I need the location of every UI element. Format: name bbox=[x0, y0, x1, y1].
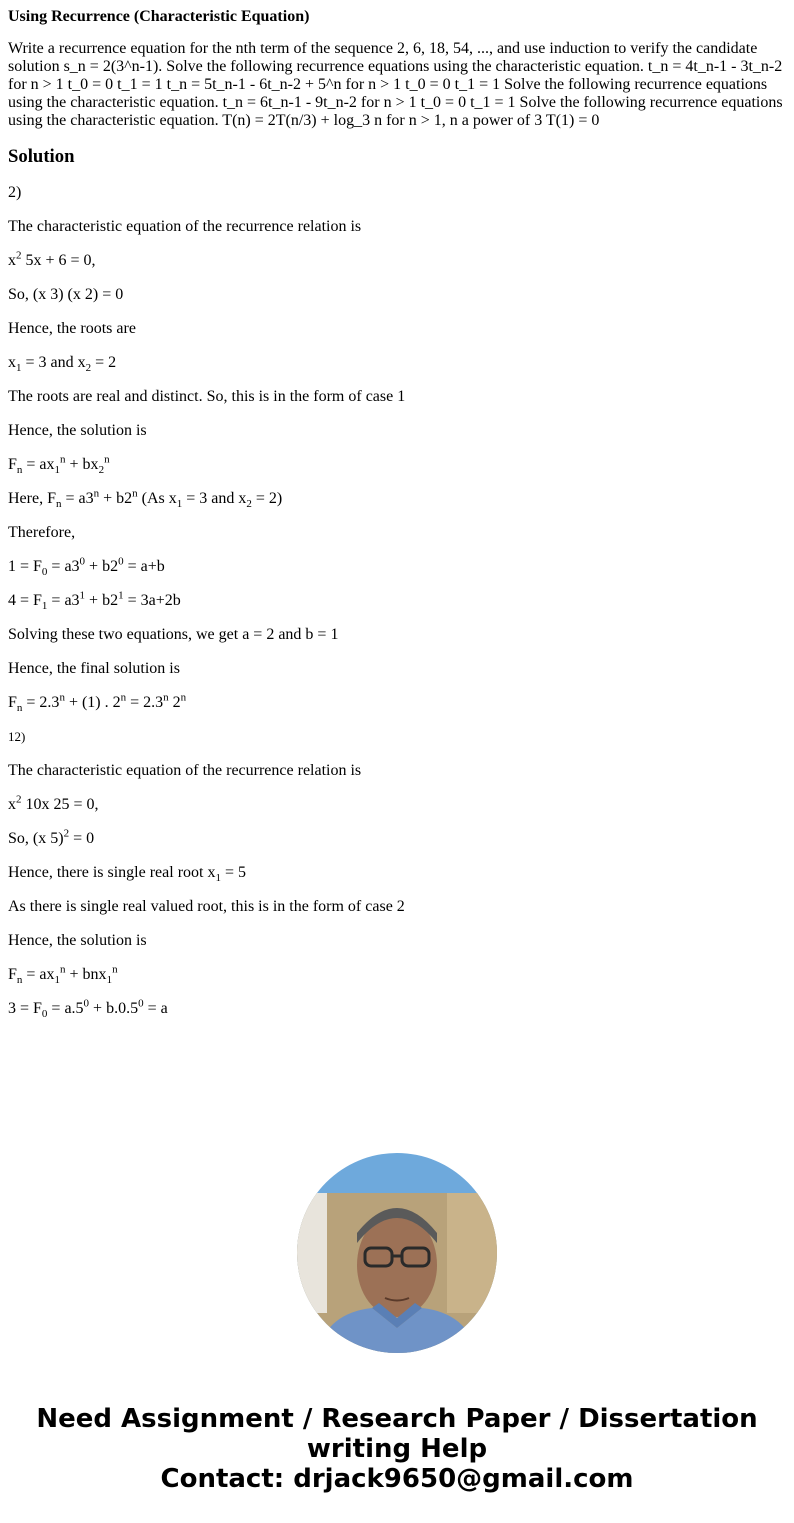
question-text: Write a recurrence equation for the nth term of the sequence 2, 6, 18, 54, ..., and use induction to verify the candidate solution s_n = 2(3^n-1). Solve the following recurrence equations using the characteristic equation. t_n = 4t_n-1 - 3t_n-2 for n > 1 t_0 = 0 t_1 = 1 t_n = 5t_n-1 - 6t_n-2 + 5^n for n > 1 t_0 = 0 t_1 = 1 Solve the following recurrence equations using the characteristic equation. t_n = 6t_n-1 - 9t_n-2 for n > 1 t_0 = 0 t_1 = 1 Solve the following recurrence equations using the characteristic equation. T(n) = 2T(n/3) + log_3 n for n > 1, n a power of 3 T(1) = 0 bbox=[8, 40, 783, 129]
part12-general-solution: $F_n = ax_1^n + bnx_1^n$ bbox=[8, 963, 118, 987]
part2-case: The roots are real and distinct. So, this is in the form of case 1 bbox=[8, 388, 406, 405]
part2-solving: Solving these two equations, we get a = 2 and b = 1 bbox=[8, 626, 339, 643]
part2-general-solution: $F_n = ax_1^n + bx_2^n$ bbox=[8, 453, 110, 477]
part12-factored: So, (x 5)$^2$ = 0 bbox=[8, 827, 95, 847]
part12-intro: The characteristic equation of the recurrence relation is bbox=[8, 762, 362, 779]
solution-heading: Solution bbox=[8, 146, 75, 167]
part2-here: Here, $F_n = a3^n + b2^n$ (As $x_1 = 3$ and $x_2 = 2$) bbox=[8, 487, 283, 511]
part2-roots: $x_1 = 3$ and $x_2 = 2$ bbox=[8, 354, 117, 375]
part2-label: 2) bbox=[8, 184, 22, 201]
footer-line-2: writing Help bbox=[306, 1434, 488, 1464]
part12-characteristic-equation: $x^2$ 10x 25 = 0, bbox=[8, 793, 99, 813]
part2-intro: The characteristic equation of the recurrence relation is bbox=[8, 218, 362, 235]
part12-label: 12) bbox=[8, 729, 26, 744]
part2-final-intro: Hence, the final solution is bbox=[8, 660, 180, 677]
footer-contact-email: Contact: drjack9650@gmail.com bbox=[160, 1464, 634, 1494]
part2-solution-intro: Hence, the solution is bbox=[8, 422, 147, 439]
part2-roots-intro: Hence, the roots are bbox=[8, 320, 136, 337]
part2-equation-1: $1 = F_0 = a3^0 + b2^0 = a+b$ bbox=[8, 555, 165, 579]
author-portrait-image bbox=[297, 1153, 497, 1353]
part2-therefore: Therefore, bbox=[8, 524, 76, 541]
author-avatar bbox=[297, 1153, 497, 1353]
document-title: Using Recurrence (Characteristic Equation) bbox=[8, 8, 310, 25]
part12-solution-intro: Hence, the solution is bbox=[8, 932, 147, 949]
part12-root: Hence, there is single real root $x_1 = 5$ bbox=[8, 864, 247, 885]
part12-equation-1: $3 = F_0 = a.5^0 + b.0.5^0 = a$ bbox=[8, 997, 168, 1021]
footer-line-1: Need Assignment / Research Paper / Dissertation bbox=[36, 1404, 758, 1434]
part2-characteristic-equation: $x^2$ 5x + 6 = 0, bbox=[8, 249, 96, 269]
part2-equation-2: $4 = F_1 = a3^1 + b2^1 = 3a+2b$ bbox=[8, 589, 181, 613]
part12-case: As there is single real valued root, this is in the form of case 2 bbox=[8, 898, 405, 915]
footer-contact bbox=[0, 1404, 794, 1494]
part2-final-solution: $F_n = 2.3^n + (1)$ . $2^n = 2.3^n$ 2$^n$ bbox=[8, 691, 187, 715]
part2-factored: So, (x 3) (x 2) = 0 bbox=[8, 286, 124, 303]
